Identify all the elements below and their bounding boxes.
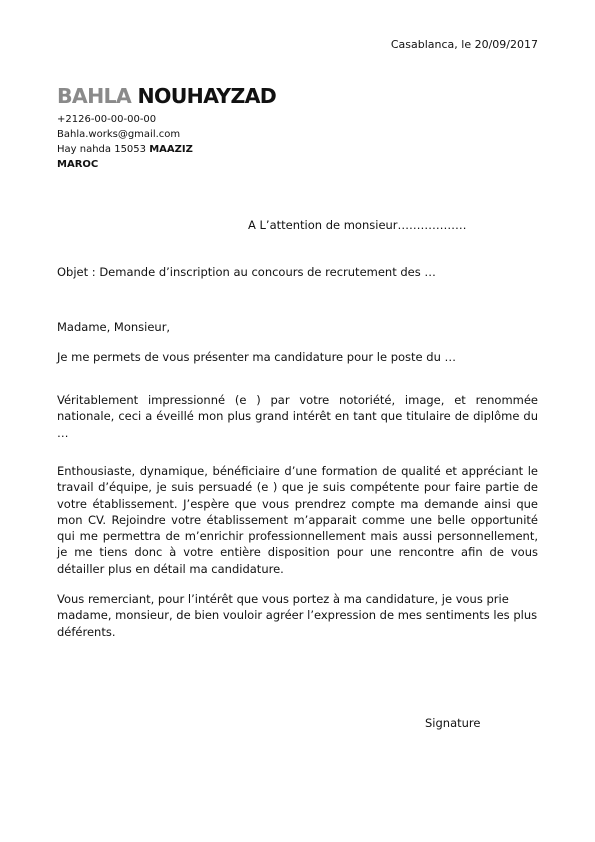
- paragraph-closing: Vous remerciant, pour l’intérêt que vous portez à ma candidature, je vous prie madame, monsieur, de bien vouloir agréer l’expression de mes sentiments les plus déférents.: [57, 592, 538, 639]
- sender-last-name: NOUHAYZAD: [137, 84, 277, 108]
- paragraph-intro: Je me permets de vous présenter ma candidature pour le poste du …: [57, 350, 457, 364]
- sender-contact-block: [57, 112, 193, 172]
- salutation: Madame, Monsieur,: [57, 320, 171, 334]
- attention-line: A L’attention de monsieur………………: [248, 218, 467, 232]
- sender-first-name: BAHLA: [57, 84, 132, 108]
- sender-country: MAROC: [57, 159, 99, 170]
- object-line: Objet : Demande d’inscription au concours de recrutement des …: [57, 265, 436, 279]
- sender-address-city: MAAZIZ: [149, 144, 193, 155]
- sender-email: Bahla.works@gmail.com: [57, 129, 181, 140]
- sender-name: [57, 84, 276, 108]
- paragraph-motivation: Véritablement impressionné (e ) par votre notoriété, image, et renommée nationale, ceci a éveillé mon plus grand intérêt en tant que titulaire de diplôme du …: [57, 393, 538, 440]
- sender-address: [57, 142, 193, 157]
- sender-address-line: Hay nahda 15053: [57, 144, 147, 155]
- paragraph-qualities: Enthousiaste, dynamique, bénéficiaire d’une formation de qualité et appréciant le travail d’équipe, je suis persuadé (e ) que je suis compétente pour faire partie de votre établissement. J’espère que vous prendrez compte ma demande ainsi que mon CV. Rejoindre votre établissement m’apparait comme une belle opportunité qui me permettra de m’enrichir professionnellement mais aussi personnellement, je me tiens donc à votre entière disposition pour une rencontre afin de vous détailler plus en détail ma candidature.: [57, 464, 538, 576]
- signature-label: Signature: [425, 716, 481, 730]
- sender-phone: +2126-00-00-00-00: [57, 114, 157, 125]
- letter-date: Casablanca, le 20/09/2017: [390, 38, 538, 51]
